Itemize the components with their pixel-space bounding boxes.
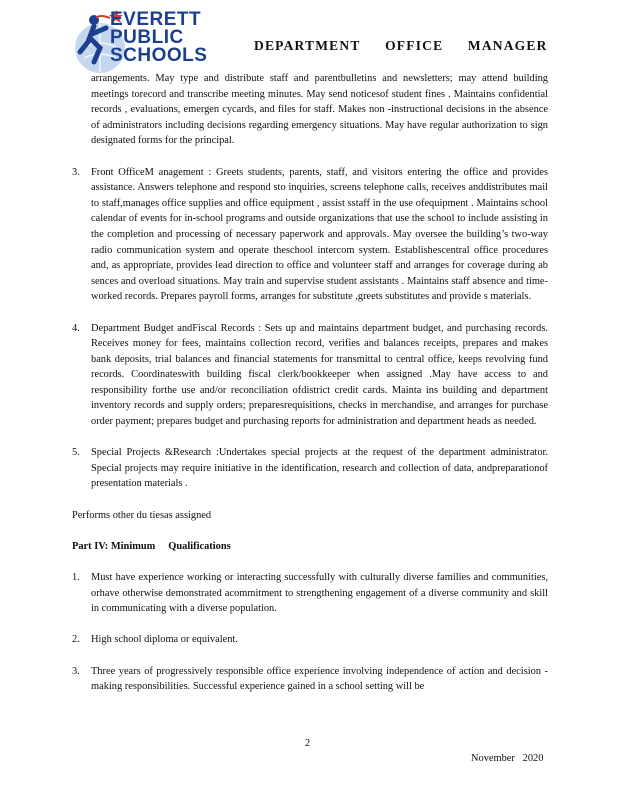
logo-wordmark	[110, 11, 207, 65]
item-text: Must have experience working or interacting successfully with culturally diverse families and communities, orhave otherwise demonstrated acommitment to strengthening engagement of a diverse community and skill in communicating with a diverse population.	[91, 572, 548, 615]
logo-line-1: EVERETT	[110, 9, 202, 30]
item-text: High school diploma or equivalent.	[91, 634, 238, 646]
item-number: 3.	[72, 166, 80, 178]
page-number: 2	[305, 738, 311, 749]
item-number: 2.	[72, 634, 80, 646]
document-body	[72, 71, 548, 710]
logo-line-3: SCHOOLS	[110, 45, 208, 66]
item-number: 1.	[72, 572, 80, 583]
section-heading: Part IV: Minimum Qualifications	[72, 540, 231, 552]
item-number: 5.	[72, 447, 80, 459]
qualification-item	[72, 570, 548, 617]
item-number: 4.	[72, 322, 80, 334]
item-text: Three years of progressively responsible office experience involving independence of action and decision -making responsibilities. Successful experience gained in a school setting will be	[91, 665, 548, 693]
title-word-3: MANAGER	[467, 38, 548, 53]
duty-2-continuation: arrangements. May type and distribute staff and parentbulletins and newsletters; may attend building meetings torecord and transcribe meeting minutes. May send noticesof student fines . Maintains confidential records , evaluations, emergen cycards, and files for staff. Makes non -instructional decisions in the absence of administrators including decisions regarding emergency situations. May have regular authorization to sign designated forms for the principal.	[91, 73, 548, 147]
item-text: Front OfficeM anagement : Greets students, parents, staff, and visitors entering the office and provides assistance. Answers telephone and respond sto inquiries, screens telephone calls, receives anddistributes mail to staff,manages office supplies and office equipment , assist sstaff in the use ofequipment . Maintains school calendar of events for in-school programs and outside organizations that use the school to include assisting in the completion and processing of necessary paperwork and approvals. May oversee the building’s two-way radio communication system and operate theschool intercom system. Establishescentral office procedures and, as appropriate, provides lead direction to office and volunteer staff and arranges for coverage during ab sences and overload situations. May train and supervise student assistants . Maintains staff absence and time-worked records. Prepares payroll forms, arranges for substitute ,greets substitutes and provide s materials.	[91, 166, 548, 303]
duty-item-special-projects	[72, 445, 548, 492]
duty-item-budget	[72, 321, 548, 430]
document-title	[254, 38, 548, 54]
title-word-1: DEPARTMENT	[254, 38, 361, 53]
duty-item-front-office	[72, 165, 548, 305]
other-duties-line: Performs other du tiesas assigned	[72, 509, 212, 521]
title-word-2: OFFICE	[385, 38, 444, 53]
footer-date: November 2020	[471, 753, 544, 764]
logo-line-2: PUBLIC	[110, 27, 184, 48]
qualification-item	[72, 632, 548, 648]
item-text: Department Budget andFiscal Records : Sets up and maintains department budget, and purchasing records. Receives money for fees, maintains collection record, verifies and balances receipts, prepares and makes bank deposits, trial balances and financial statements for transmittal to central office, keeps revolving fund records. Coordinateswith building fiscal clerk/bookkeeper when assigned .May have access to and responsibility forthe use and/or reconciliation ofdistrict credit cards. Mainta ins building and department inventory records and supply orders; preparesrequisitions, checks in merchandise, and arranges for purchase order payment; prepares budget and purchasing reports for administration and department heads as needed.	[91, 322, 548, 428]
item-text: Special Projects &Research :Undertakes special projects at the request of the department administrator. Special projects may require initiative in the identification, research and collection of data, andpreparationof presentation materials .	[91, 447, 548, 490]
qualification-item	[72, 664, 548, 695]
item-number: 3.	[72, 665, 80, 677]
